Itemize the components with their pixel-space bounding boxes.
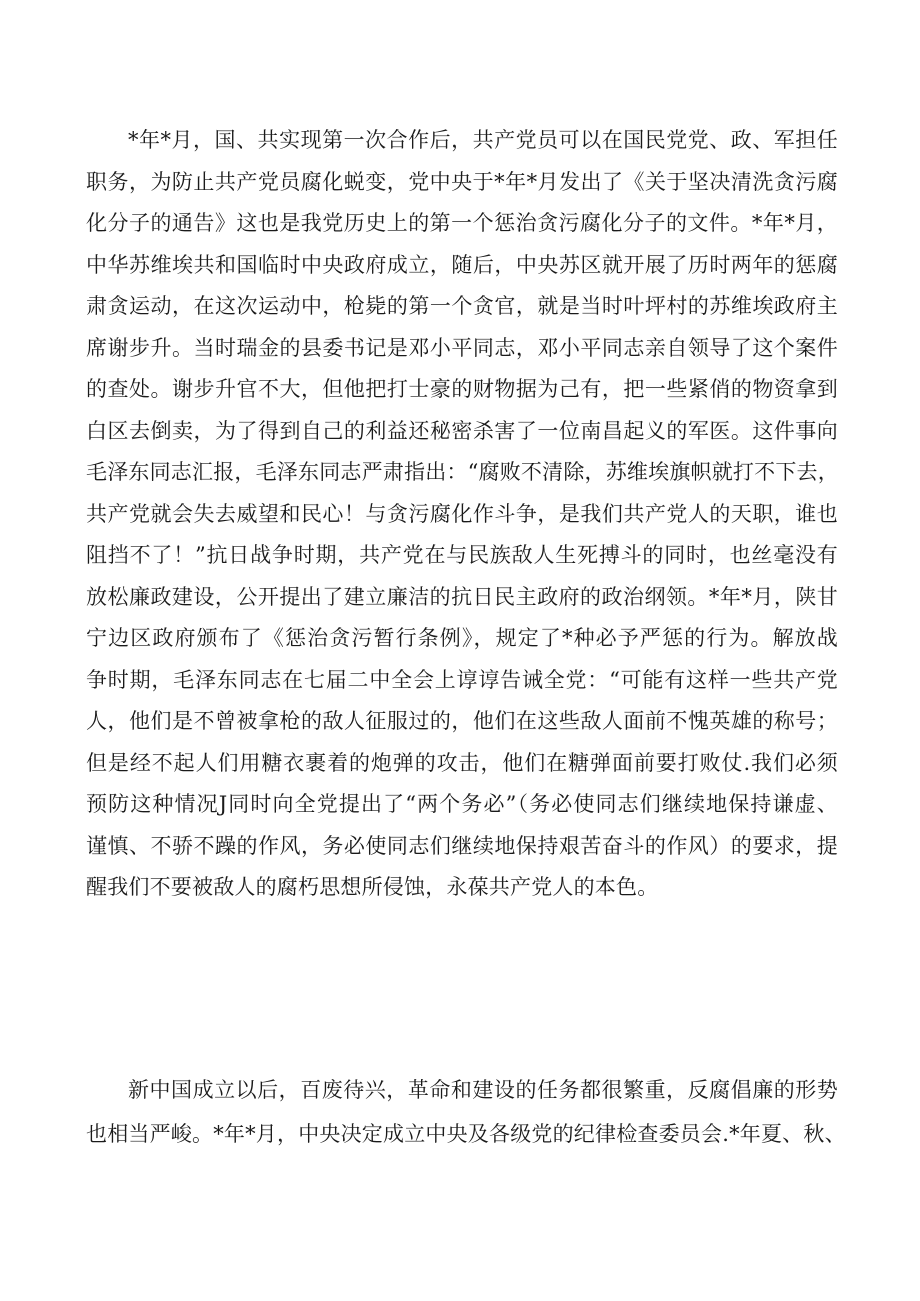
- paragraph-line: 醒我们不要被敌人的腐朽思想所侵蚀，永葆共产党人的本色。: [86, 875, 659, 899]
- paragraph-line: 白区去倒卖，为了得到自己的利益还秘密杀害了一位南昌起义的军医。这件事向: [86, 419, 838, 443]
- paragraph-line: 的查处。谢步升官不大，但他把打士豪的财物据为己有，把一些紧俏的物资拿到: [86, 377, 838, 401]
- paragraph-line: 新中国成立以后，百废待兴，革命和建设的任务都很繁重，反腐倡廉的形势: [128, 1078, 838, 1102]
- paragraph-line: 放松廉政建设，公开提出了建立廉洁的抗日民主政府的政治纲领。*年*月，陕甘: [86, 585, 838, 609]
- paragraph-line: *年*月，国、共实现第一次合作后，共产党员可以在国民党党、政、军担任: [128, 128, 838, 152]
- paragraph-line: 席谢步升。当时瑞金的县委书记是邓小平同志，邓小平同志亲自领导了这个案件: [86, 336, 838, 360]
- paragraph-line: 共产党就会失去威望和民心！与贪污腐化作斗争，是我们共产党人的天职，谁也: [86, 502, 838, 526]
- paragraph-line: 人，他们是不曾被拿枪的敌人征服过的，他们在这些敌人面前不愧英雄的称号；: [86, 709, 838, 733]
- paragraph-line: 但是经不起人们用糖衣裹着的炮弹的攻击，他们在糖弹面前要打败仗.我们必须: [86, 751, 838, 775]
- paragraph-line: 争时期，毛泽东同志在七届二中全会上谆谆告诫全党：“可能有这样一些共产党: [86, 668, 838, 692]
- paragraph-line: 肃贪运动，在这次运动中，枪毙的第一个贪官，就是当时叶坪村的苏维埃政府主: [86, 294, 838, 318]
- paragraph-line: 阻挡不了！”抗日战争时期，共产党在与民族敌人生死搏斗的同时，也丝毫没有: [86, 543, 838, 567]
- paragraph-line: 谨慎、不骄不躁的作风，务必使同志们继续地保持艰苦奋斗的作风）的要求，提: [86, 834, 838, 858]
- paragraph-line: 预防这种情况J同时向全党提出了“两个务必”（务必使同志们继续地保持谦虚、: [86, 792, 838, 816]
- paragraph-line: 化分子的通告》这也是我党历史上的第一个惩治贪污腐化分子的文件。*年*月，: [86, 211, 838, 235]
- paragraph-line: 也相当严峻。*年*月，中央决定成立中央及各级党的纪律检查委员会.*年夏、秋、: [86, 1122, 846, 1146]
- paragraph-line: 毛泽东同志汇报，毛泽东同志严肃指出：“腐败不清除，苏维埃旗帜就打不下去，: [86, 460, 839, 484]
- paragraph-line: 宁边区政府颁布了《惩治贪污暂行条例》，规定了*种必予严惩的行为。解放战: [86, 626, 838, 650]
- paragraph-line: 职务，为防止共产党员腐化蜕变，党中央于*年*月发出了《关于坚决清洗贪污腐: [86, 170, 838, 194]
- paragraph-line: 中华苏维埃共和国临时中央政府成立，随后，中央苏区就开展了历时两年的惩腐: [86, 253, 838, 277]
